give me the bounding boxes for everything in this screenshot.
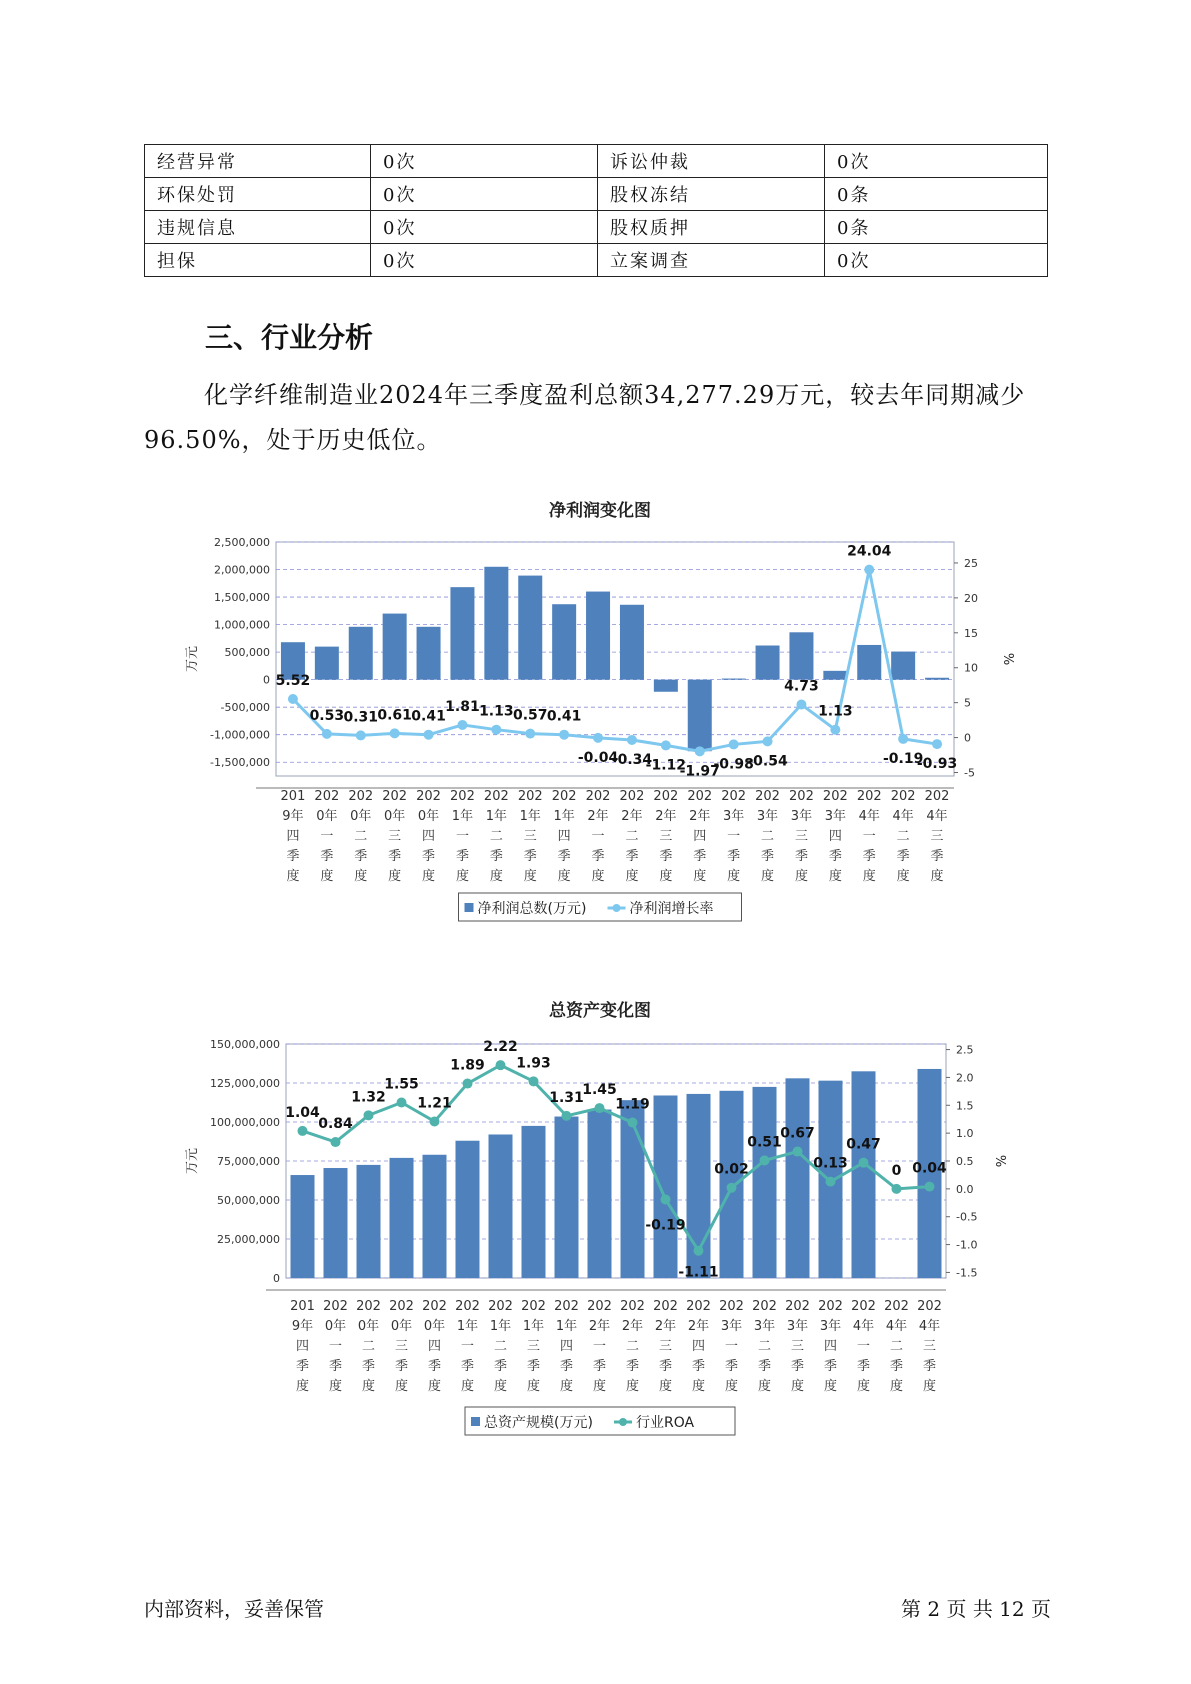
x-tick-label: 202 1年三季度 <box>521 1299 546 1394</box>
legend-bar-swatch <box>471 1417 480 1426</box>
x-tick-label: 202 3年一季度 <box>719 1299 744 1394</box>
y-axis-title: 万元 <box>185 1147 200 1175</box>
x-tick-label: 202 4年二季度 <box>890 789 916 884</box>
data-label: 2.22 <box>483 1039 518 1056</box>
data-label: 1.81 <box>445 698 480 715</box>
table-cell: 违规信息 <box>145 211 371 244</box>
data-label: 0.57 <box>512 707 548 724</box>
x-tick-label: 202 4年三季度 <box>917 1299 942 1394</box>
data-label: -0.19 <box>882 750 924 767</box>
x-tick-label: 202 3年二季度 <box>755 789 780 884</box>
table-cell: 0次 <box>371 145 598 178</box>
y2-tick-label: 2.5 <box>956 1043 974 1057</box>
legend-label: 总资产规模(万元) <box>484 1415 593 1431</box>
x-tick-label: 202 2年二季度 <box>620 1299 645 1394</box>
line-point <box>763 736 773 746</box>
x-tick-label: 202 1年四季度 <box>554 1299 579 1394</box>
line-point <box>826 1177 836 1187</box>
line-point <box>322 729 332 739</box>
line-point <box>356 730 366 740</box>
data-label: 1.04 <box>285 1104 320 1121</box>
bar <box>518 576 542 680</box>
line-point <box>729 739 739 749</box>
table-cell: 0次 <box>825 145 1048 178</box>
footer-page-number: 第 2 页 共 12 页 <box>901 1597 1051 1621</box>
bar <box>688 680 712 752</box>
y2-tick-label: 1.5 <box>956 1099 974 1113</box>
y2-tick-label: -1.5 <box>956 1266 978 1280</box>
data-label: 0.47 <box>846 1136 881 1153</box>
x-tick-label: 202 1年二季度 <box>488 1299 513 1394</box>
bar <box>484 567 508 680</box>
data-label: 0.61 <box>377 707 412 724</box>
x-tick-label: 202 2年三季度 <box>653 789 679 884</box>
x-tick-label: 202 4年一季度 <box>856 789 882 884</box>
y2-tick-label: -1.0 <box>956 1238 978 1252</box>
x-tick-label: 202 3年四季度 <box>822 789 848 884</box>
data-label: 0.31 <box>343 709 379 726</box>
data-label: 1.21 <box>417 1095 452 1112</box>
bar <box>786 1078 810 1278</box>
bar <box>456 1141 480 1278</box>
y-axis-title: 万元 <box>185 645 200 673</box>
data-label: 1.19 <box>615 1096 650 1113</box>
total-assets-chart-svg <box>0 992 1191 1452</box>
y2-tick-label: 20 <box>964 591 978 605</box>
data-label: 1.55 <box>384 1076 419 1093</box>
total-assets-chart <box>0 992 1191 1452</box>
bar <box>756 646 780 680</box>
x-tick-label: 202 3年二季度 <box>752 1299 777 1394</box>
x-tick-label: 202 0年四季度 <box>422 1299 447 1394</box>
line-point <box>892 1184 902 1194</box>
data-label: 0.67 <box>780 1125 815 1142</box>
bar <box>891 652 915 680</box>
line-point <box>364 1110 374 1120</box>
data-label: 0.51 <box>747 1134 782 1151</box>
y-tick-label: 500,000 <box>224 646 270 660</box>
y-tick-label: 2,500,000 <box>214 536 270 549</box>
bar <box>552 604 576 679</box>
data-label: 4.73 <box>784 678 819 695</box>
line-point <box>898 734 908 744</box>
line-point <box>695 746 705 756</box>
line-point <box>727 1183 737 1193</box>
x-tick-label: 202 2年一季度 <box>587 1299 612 1394</box>
line-point <box>925 1182 935 1192</box>
x-tick-label: 202 4年三季度 <box>924 789 950 884</box>
data-label: 0.41 <box>411 708 446 725</box>
line-point <box>627 735 637 745</box>
y-tick-label: 25,000,000 <box>217 1233 280 1246</box>
bar <box>291 1175 315 1278</box>
line-point <box>595 1103 605 1113</box>
data-label: -0.93 <box>916 756 958 773</box>
y-tick-label: 0 <box>273 1272 280 1285</box>
bar <box>349 627 373 680</box>
legend-line-marker <box>613 904 621 912</box>
data-label: 0.13 <box>813 1155 848 1172</box>
y2-axis-title: % <box>1000 652 1015 666</box>
y2-tick-label: 5 <box>964 696 971 710</box>
net-profit-chart <box>0 490 1191 950</box>
bar <box>654 1095 678 1278</box>
line-point <box>298 1126 308 1136</box>
bar <box>555 1117 579 1278</box>
line-point <box>760 1155 770 1165</box>
y-tick-label: 125,000,000 <box>210 1077 280 1090</box>
x-tick-label: 202 2年四季度 <box>686 1299 711 1394</box>
line-point <box>491 725 501 735</box>
x-tick-label: 202 0年一季度 <box>314 789 340 884</box>
x-tick-label: 202 0年二季度 <box>348 789 374 884</box>
line-point <box>593 733 603 743</box>
x-tick-label: 202 2年二季度 <box>619 789 645 884</box>
line-point <box>562 1111 572 1121</box>
line-point <box>496 1060 506 1070</box>
y2-axis-title: % <box>992 1154 1007 1168</box>
line-point <box>424 730 434 740</box>
x-tick-label: 202 3年四季度 <box>818 1299 843 1394</box>
y-tick-label: 50,000,000 <box>217 1194 280 1207</box>
bar <box>857 645 881 680</box>
x-tick-label: 202 1年三季度 <box>517 789 543 884</box>
line-point <box>830 725 840 735</box>
line-point <box>390 728 400 738</box>
legend-line-marker <box>619 1418 627 1426</box>
table-cell: 股权质押 <box>598 211 825 244</box>
legend-label: 行业ROA <box>636 1415 695 1431</box>
line-point <box>796 700 806 710</box>
y2-tick-label: 0.5 <box>956 1155 974 1168</box>
data-label: 0.53 <box>309 707 345 724</box>
table-cell: 经营异常 <box>145 145 371 178</box>
table-cell: 诉讼仲裁 <box>598 145 825 178</box>
table-row <box>145 145 1048 178</box>
x-tick-label: 202 0年四季度 <box>416 789 441 884</box>
table-row <box>145 211 1048 244</box>
x-tick-label: 202 2年四季度 <box>687 789 713 884</box>
data-label: 24.04 <box>847 543 892 560</box>
data-label: 0.02 <box>714 1161 749 1178</box>
line-point <box>864 565 874 575</box>
section-heading: 三、行业分析 <box>205 321 374 354</box>
y2-tick-label: 10 <box>964 661 978 675</box>
y2-tick-label: 0.0 <box>956 1182 974 1196</box>
table-cell: 环保处罚 <box>145 178 371 211</box>
y2-tick-label: 25 <box>964 556 978 570</box>
x-tick-label: 202 2年一季度 <box>585 789 611 884</box>
data-label: -0.98 <box>713 756 754 773</box>
y-tick-label: 75,000,000 <box>217 1155 280 1168</box>
y-tick-label: 2,000,000 <box>214 563 270 577</box>
bar <box>383 614 407 680</box>
bar <box>588 1110 612 1278</box>
data-label: 1.31 <box>549 1089 584 1106</box>
data-label: 1.89 <box>450 1057 485 1074</box>
line-point <box>331 1137 341 1147</box>
table-cell: 0条 <box>825 178 1048 211</box>
y-tick-label: -1,500,000 <box>210 756 270 770</box>
plot-area <box>276 542 954 776</box>
data-label: 1.13 <box>479 703 514 720</box>
data-label: 1.32 <box>351 1089 386 1106</box>
table-cell: 立案调查 <box>598 244 825 277</box>
y-tick-label: 1,500,000 <box>214 591 270 605</box>
y2-tick-label: 2.0 <box>956 1071 974 1085</box>
bar <box>789 632 813 679</box>
table-cell: 0次 <box>371 211 598 244</box>
y2-tick-label: 1.0 <box>956 1127 974 1141</box>
bar <box>390 1158 414 1278</box>
line-point <box>559 730 569 740</box>
bar <box>586 592 610 680</box>
legend-label: 净利润总数(万元) <box>477 901 587 917</box>
line-point <box>661 1194 671 1204</box>
y2-tick-label: 15 <box>964 626 978 640</box>
data-label: 1.13 <box>818 703 853 720</box>
table-cell: 0次 <box>371 244 598 277</box>
intro-paragraph: 化学纤维制造业2024年三季度盈利总额34,277.29万元，较去年同期减少96.50%，处于历史低位。 <box>144 381 1026 454</box>
data-label: 5.52 <box>275 673 311 690</box>
line-point <box>397 1098 407 1108</box>
net-profit-chart-svg <box>0 490 1191 950</box>
x-tick-label: 202 1年二季度 <box>483 789 509 884</box>
y-tick-label: 100,000,000 <box>210 1116 280 1129</box>
y-tick-label: -500,000 <box>220 701 270 715</box>
data-label: -0.34 <box>611 751 653 768</box>
data-label: -0.04 <box>577 749 619 766</box>
line-point <box>694 1246 704 1256</box>
bar <box>324 1168 348 1278</box>
table-cell: 0次 <box>371 178 598 211</box>
line-point <box>288 694 298 704</box>
y-tick-label: 1,000,000 <box>214 618 270 632</box>
bar <box>315 647 339 680</box>
x-tick-label: 202 1年一季度 <box>450 789 475 884</box>
line-point <box>463 1079 473 1089</box>
data-label: 0.84 <box>318 1116 353 1133</box>
line-point <box>430 1116 440 1126</box>
x-tick-label: 202 3年一季度 <box>721 789 747 884</box>
bar <box>852 1071 876 1278</box>
y-tick-label: 150,000,000 <box>210 1038 280 1051</box>
bar <box>450 587 474 679</box>
data-label: 1.93 <box>516 1055 551 1072</box>
data-label: -1.97 <box>679 763 720 780</box>
line-point <box>457 720 467 730</box>
bar <box>823 671 847 680</box>
data-label: 0.04 <box>912 1160 947 1177</box>
data-label: 1.45 <box>582 1082 617 1099</box>
x-tick-label: 202 4年二季度 <box>884 1299 909 1394</box>
bar <box>722 679 746 680</box>
data-label: 0.41 <box>546 708 582 725</box>
chart-title: 总资产变化图 <box>549 1001 651 1021</box>
table-cell: 0条 <box>825 211 1048 244</box>
table-cell: 担保 <box>145 244 371 277</box>
table-row <box>145 178 1048 211</box>
legend-label: 净利润增长率 <box>629 901 714 917</box>
data-label: -0.54 <box>747 753 788 770</box>
x-tick-label: 202 4年一季度 <box>851 1299 876 1394</box>
line-point <box>661 740 671 750</box>
data-label: 0 <box>891 1162 902 1179</box>
bar <box>357 1165 381 1278</box>
x-tick-label: 202 0年三季度 <box>389 1299 414 1394</box>
line-point <box>525 729 535 739</box>
bar <box>423 1155 447 1278</box>
bar <box>620 605 644 680</box>
data-label: -1.11 <box>678 1264 719 1281</box>
x-tick-label: 202 0年三季度 <box>382 789 408 884</box>
table-cell: 0次 <box>825 244 1048 277</box>
y-tick-label: 0 <box>263 673 270 687</box>
chart-title: 净利润变化图 <box>549 501 651 521</box>
data-label: -1.12 <box>645 757 687 774</box>
bar <box>925 678 949 680</box>
x-tick-label: 202 3年三季度 <box>785 1299 810 1394</box>
legend-bar-swatch <box>465 903 474 912</box>
x-tick-label: 202 1年四季度 <box>551 789 577 884</box>
y2-tick-label: 0 <box>964 731 971 745</box>
y-tick-label: -1,000,000 <box>210 728 270 742</box>
line-point <box>529 1076 539 1086</box>
line-point <box>932 739 942 749</box>
y2-tick-label: -0.5 <box>956 1210 978 1224</box>
table-cell: 股权冻结 <box>598 178 825 211</box>
bar <box>522 1126 546 1278</box>
footer-confidential-note: 内部资料，妥善保管 <box>144 1597 324 1621</box>
bar <box>489 1134 513 1278</box>
line-point <box>793 1147 803 1157</box>
risk-info-table <box>144 144 1048 277</box>
x-tick-label: 201 9年四季度 <box>290 1299 315 1394</box>
x-tick-label: 202 2年三季度 <box>653 1299 678 1394</box>
bar <box>753 1087 777 1278</box>
x-tick-label: 201 9年四季度 <box>280 789 306 884</box>
bar <box>417 627 441 680</box>
bar <box>654 680 678 692</box>
x-tick-label: 202 0年二季度 <box>356 1299 381 1394</box>
x-tick-label: 202 3年三季度 <box>789 789 814 884</box>
x-tick-label: 202 0年一季度 <box>323 1299 348 1394</box>
line-point <box>628 1118 638 1128</box>
data-label: -0.19 <box>645 1217 686 1234</box>
x-tick-label: 202 1年一季度 <box>455 1299 480 1394</box>
line-point <box>859 1158 869 1168</box>
table-row <box>145 244 1048 277</box>
y2-tick-label: -5 <box>964 766 975 780</box>
